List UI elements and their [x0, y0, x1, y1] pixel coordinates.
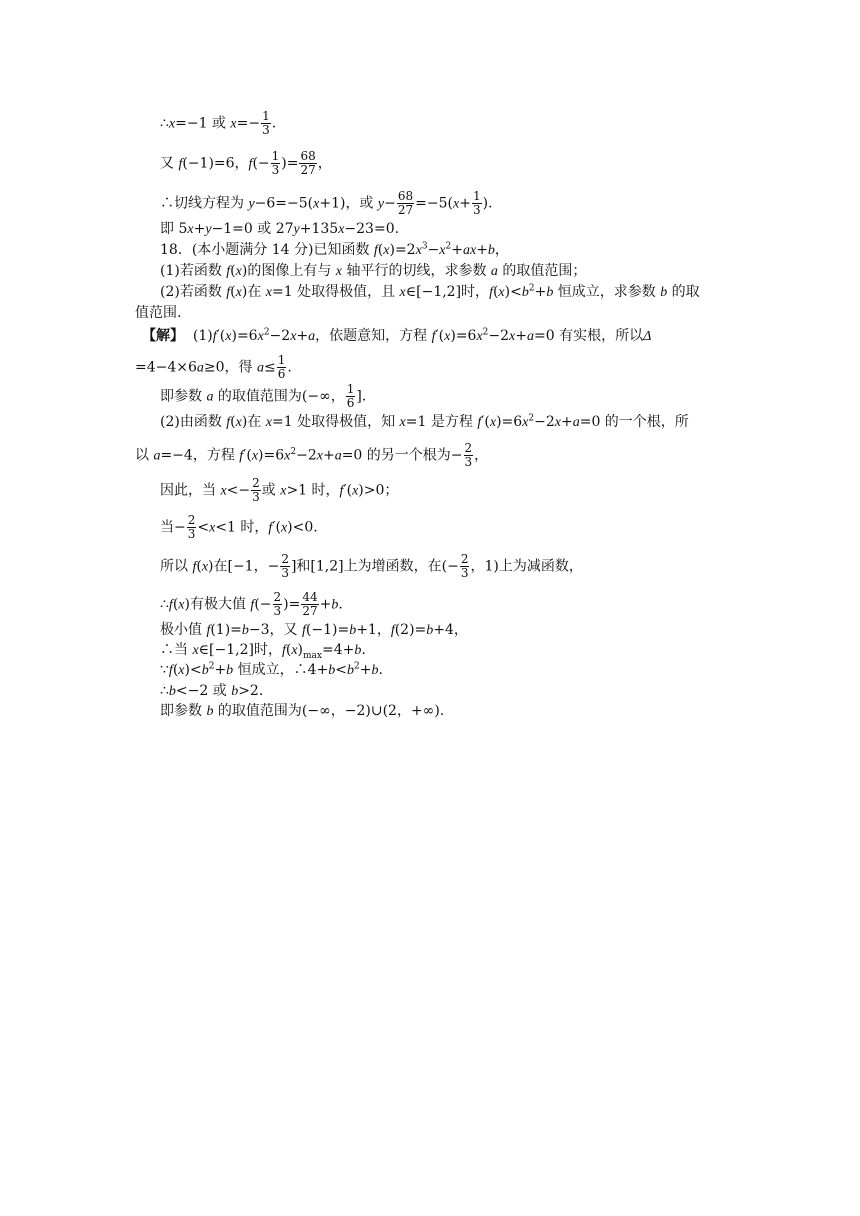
problem-line: (2)若函数 f(x)在 x=1 处取得极值，且 x∈[−1,2]时，$f(x)<b^2+b$ 恒成立，求参数 b 的取 [160, 283, 700, 300]
solution-line: 即参数 a 的取值范围为(−∞， $\frac{1}{6}$ ]. [160, 382, 367, 410]
solution-line: =4−4×6a≥0，得 a≤ $\frac{1}{6}$ . [135, 353, 292, 381]
solution-line: (2)由函数 f(x)在 x=1 处取得极值，知 x=1 是方程 $f'(x)=6x^2-2x+a=0$ 的一个根，所 [160, 413, 689, 430]
solution-line: 以 a=−4，方程 $f'(x)=6x^2-2x+a=0$ 的另一个根为− $\frac{2}{3}$ ， [135, 441, 489, 469]
solution-line: 【解】 $(1)f'(x)=6x^2-2x+a$，依题意知，方程 $f'(x)=6x^2-2x+a=0$ 有实根，所以Δ [142, 327, 652, 344]
solution-line: 即参数 b 的取值范围为(−∞，−2)∪(2，+∞). [160, 703, 445, 719]
solution-line: ∴b<−2 或 b>2. [160, 683, 264, 699]
solution-line: 当− $\frac{2}{3}$ <x<1 时，f′(x)<0. [160, 513, 318, 541]
solution-line: ∴x=−1 或 x=− $\frac{1}{3}$ . [160, 109, 277, 137]
problem-line: (1)若函数 f(x)的图像上有与 x 轴平行的切线，求参数 a 的取值范围； [160, 263, 587, 279]
solution-line: 又 f(−1)=6，f(− $\frac{1}{3}$ )= $\frac{68}{27}$ ， [160, 149, 332, 177]
solution-line: 因此，当 x<− $\frac{2}{3}$ 或 x>1 时，f′(x)>0； [160, 476, 399, 504]
solution-line: 所以 f(x)在[−1，− $\frac{2}{3}$ ]和[1,2]上为增函数，在(− $\frac{2}{3}$ ，1)上为减函数， [160, 552, 583, 580]
solution-line: 即 5x+y−1=0 或 27y+135x−23=0. [160, 221, 400, 237]
solution-line: 极小值 f(1)=b−3，又 f(−1)=b+1，f(2)=b+4， [160, 622, 468, 638]
problem-line: 18．(本小题满分 14 分)已知函数 $f(x)=2x^3-x^2+ax+b$， [160, 241, 509, 258]
solution-line: ∴当 x∈[−1,2]时，$f(x)_{max}=4+b$. [160, 642, 366, 661]
solution-line: ∴f(x)有极大值 f(− $\frac{2}{3}$ )= $\frac{44}{27}$ +b. [160, 590, 343, 618]
problem-line: 值范围. [135, 305, 182, 321]
solution-line: $\because f(x)<b^2+b$ 恒成立，$\therefore 4+b<b^2+b$. [160, 661, 383, 678]
solution-line: ∴切线方程为 y−6=−5(x+1)，或 y− $\frac{68}{27}$ =−5(x+ $\frac{1}{3}$ ). [160, 189, 493, 217]
